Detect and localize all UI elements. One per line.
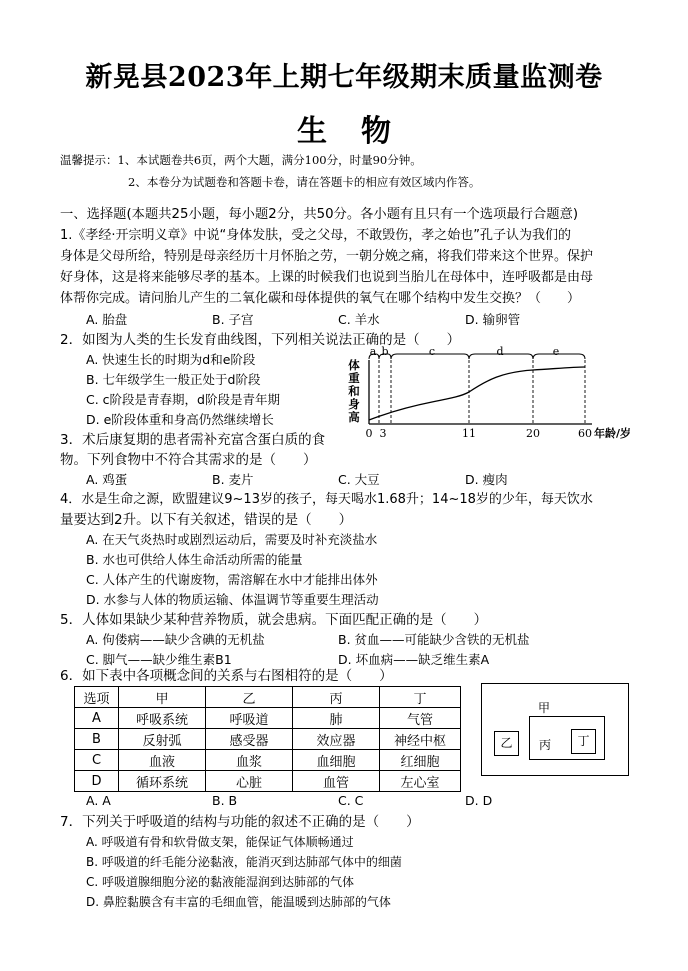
q1-line-4: 体帮你完成。请问胎儿产生的二氧化碳和母体提供的氧气在哪个结构中发生交换？（ ） [60, 291, 581, 306]
q1-line-3: 好身体，这是将来能够尽孝的基本。上课的时候我们也说到当胎儿在母体中，连呼吸都是由母 [60, 270, 594, 285]
table-row [75, 729, 461, 750]
q7-option-a: A. 呼吸道有骨和软骨做支架，能保证气体顺畅通过 [86, 835, 354, 849]
q6-option-a: A. A [86, 793, 111, 808]
y-axis-label-char: 高 [348, 410, 360, 424]
q3-line-2: 物。下列食物中不符合其需求的是（ ） [60, 452, 317, 468]
tick-60: 60 [578, 427, 592, 440]
q2-option-c: C. c阶段是青春期，d阶段是青年期 [86, 392, 280, 407]
table-cell: 血浆 [206, 750, 293, 771]
q1-option-b: B. 子宫 [212, 312, 254, 327]
table-cell: A [75, 708, 119, 729]
q5-stem: 5．人体如果缺少某种营养物质，就会患病。下面匹配正确的是（ ） [60, 612, 488, 628]
table-cell: 效应器 [293, 729, 380, 750]
q7-option-b: B. 呼吸道的纤毛能分泌黏液，能消灭到达肺部气体中的细菌 [86, 855, 402, 869]
q3-line-1: 3．术后康复期的患者需补充富含蛋白质的食 [60, 432, 326, 448]
q1-line-2: 身体是父母所给，特别是母亲经历十月怀胎之劳，一朝分娩之痛，将我们带来这个世界。保护 [60, 249, 594, 264]
table-cell: 呼吸系统 [119, 708, 206, 729]
q4-option-d: D. 水参与人体的物质运输、体温调节等重要生理活动 [86, 592, 379, 607]
q3-option-a: A. 鸡蛋 [86, 472, 128, 487]
diagram-label-middle: 丙 [539, 738, 552, 752]
table-row [75, 771, 461, 792]
q1-option-c: C. 羊水 [338, 312, 380, 327]
q2-option-a: A. 快速生长的时期为d和e阶段 [86, 352, 256, 367]
q4-option-b: B. 水也可供给人体生命活动所需的能量 [86, 552, 303, 567]
q4-option-c: C. 人体产生的代谢废物，需溶解在水中才能排出体外 [86, 572, 378, 587]
exam-title: 新晃县2023年上期七年级期末质量监测卷 [85, 62, 603, 93]
tick-3: 3 [379, 427, 387, 440]
table-cell: 血细胞 [293, 750, 380, 771]
table-cell: C [75, 750, 119, 771]
table-row [75, 750, 461, 771]
table-cell: 血管 [293, 771, 380, 792]
table-cell: 红细胞 [380, 750, 461, 771]
q1-option-d: D. 输卵管 [465, 312, 521, 327]
growth-curve-chart [342, 344, 642, 440]
y-axis-label-char: 和 [348, 384, 360, 398]
table-header-cell: 甲 [119, 687, 206, 708]
svg-text:体重和身高 [348, 358, 360, 424]
stage-label-e: e [552, 345, 560, 358]
diagram-box-inner: 丁 [571, 729, 596, 754]
q5-option-b: B. 贫血——可能缺少含铁的无机盐 [338, 632, 530, 647]
y-axis-label [348, 358, 360, 424]
tick-0: 0 [365, 427, 373, 440]
diagram-label-outer: 甲 [538, 701, 551, 715]
q2-option-d: D. e阶段体重和身高仍然继续增长 [86, 412, 274, 427]
y-axis-label-char: 身 [348, 397, 360, 411]
stage-label-d: d [496, 345, 504, 358]
table-header-cell: 选项 [75, 687, 119, 708]
q3-option-c: C. 大豆 [338, 472, 380, 487]
table-cell: B [75, 729, 119, 750]
section-heading: 一、选择题(本题共25小题，每小题2分，共50分。各小题有且只有一个选项最行合题意) [60, 207, 579, 222]
q1-option-a: A. 胎盘 [86, 312, 128, 327]
table-cell: 血液 [119, 750, 206, 771]
q1-line-1: 1.《孝经·开宗明义章》中说“身体发肤，受之父母，不敢毁伤，孝之始也”孔子认为我们的 [60, 228, 572, 243]
q7-option-d: D. 鼻腔黏膜含有丰富的毛细血管，能温暖到达肺部的气体 [86, 895, 391, 909]
q6-option-b: B. B [212, 793, 238, 808]
q5-option-d: D. 坏血病——缺乏维生素A [338, 652, 490, 667]
q2-option-b: B. 七年级学生一般正处于d阶段 [86, 372, 261, 387]
x-axis-label: 年龄/岁 [594, 427, 632, 440]
table-cell: 感受器 [206, 729, 293, 750]
stage-label-b: b [381, 345, 389, 358]
q3-option-b: B. 麦片 [212, 472, 254, 487]
q4-option-a: A. 在天气炎热时或剧烈运动后，需要及时补充淡盐水 [86, 532, 378, 547]
table-cell: 气管 [380, 708, 461, 729]
y-axis-label-char: 重 [348, 371, 360, 385]
table-header-cell: 丙 [293, 687, 380, 708]
q4-line-1: 4．水是生命之源，欧盟建议9~13岁的孩子，每天喝水1.68升；14~18岁的少年，每天饮水 [60, 492, 593, 507]
subject-title: 生物 [297, 114, 425, 149]
q6-stem: 6．如下表中各项概念间的关系与右图相符的是（ ） [60, 668, 393, 684]
y-axis-label-char: 体 [348, 358, 360, 372]
stage-label-c: c [428, 345, 436, 358]
note-line-1: 温馨提示：1、本试题卷共6页，两个大题，满分100分，时量90分钟。 [60, 153, 422, 167]
q6-option-c: C. C [338, 793, 364, 808]
q7-stem: 7．下列关于呼吸道的结构与功能的叙述不正确的是（ ） [60, 814, 420, 830]
table-cell: 神经中枢 [380, 729, 461, 750]
q5-option-c: C. 脚气——缺少维生素B1 [86, 652, 232, 667]
q6-option-d: D. D [465, 793, 493, 808]
stage-label-a: a [369, 345, 377, 358]
table-cell: D [75, 771, 119, 792]
q7-option-c: C. 呼吸道腺细胞分泌的黏液能湿润到达肺部的气体 [86, 875, 355, 889]
table-header-row [75, 687, 461, 708]
note-line-2: 2、本卷分为试题卷和答题卡卷，请在答题卡的相应有效区域内作答。 [128, 175, 481, 189]
table-cell: 心脏 [206, 771, 293, 792]
growth-curve [369, 367, 585, 420]
table-header-cell: 乙 [206, 687, 293, 708]
q5-option-a: A. 佝偻病——缺少含碘的无机盐 [86, 632, 265, 647]
table-cell: 循环系统 [119, 771, 206, 792]
q2-stem: 2．如图为人类的生长发育曲线图，下列相关说法正确的是（ ） [60, 332, 461, 348]
tick-11: 11 [462, 427, 476, 440]
q3-option-d: D. 瘦肉 [465, 472, 508, 487]
table-cell: 左心室 [380, 771, 461, 792]
diagram-box-left: 乙 [494, 731, 519, 756]
tick-20: 20 [526, 427, 540, 440]
q4-line-2: 量要达到2升。以下有关叙述，错误的是（ ） [60, 512, 353, 528]
q6-table [74, 686, 461, 792]
table-row [75, 708, 461, 729]
table-cell: 呼吸道 [206, 708, 293, 729]
table-cell: 反射弧 [119, 729, 206, 750]
table-header-cell: 丁 [380, 687, 461, 708]
table-cell: 肺 [293, 708, 380, 729]
